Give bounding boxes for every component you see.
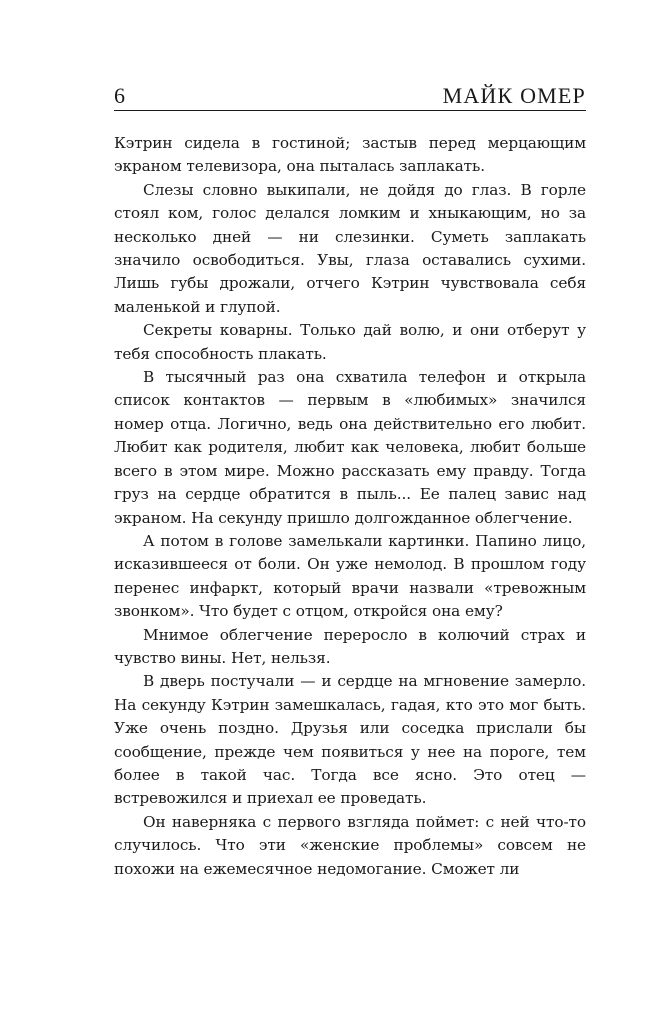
paragraph: В тысячный раз она схватила телефон и открыла список контактов — первым в «любимых» значился номер отца. Логично, ведь она действительно его любит. Любит как родителя, любит как человека, любит больше всего в этом мире. Можно рассказать ему правду. Тогда груз на сердце обратится в пыль... Ее палец завис над экраном. На секунду пришло долгожданное облегчение.	[114, 368, 586, 527]
paragraph: А потом в голове замелькали картинки. Папино лицо, исказившееся от боли. Он уже немолод. В прошлом году перенес инфаркт, который врачи назвали «тревожным звонком». Что будет с отцом, откройся она ему?	[114, 531, 586, 621]
paragraph: Мнимое облегчение переросло в колючий страх и чувство вины. Нет, нельзя.	[114, 625, 586, 667]
paragraph: В дверь постучали — и сердце на мгновение замерло. На секунду Кэтрин замешкалась, гадая, кто это мог быть. Уже очень поздно. Друзья или соседка прислали бы сообщение, прежде чем появиться у нее на пороге, тем более в такой час. Тогда все ясно. Это отец — встревожился и приехал ее проведать.	[114, 672, 586, 808]
author-name: МАЙК ОМЕР	[442, 83, 586, 108]
running-header	[114, 84, 586, 111]
book-page	[114, 84, 586, 881]
paragraph: Он наверняка с первого взгляда поймет: с ней что-то случилось. Что эти «женские проблемы» совсем не похожи на ежемесячное недомогание. Сможет ли	[114, 812, 586, 878]
page-number: 6	[114, 83, 125, 108]
paragraph: Кэтрин сидела в гостиной; застыв перед мерцающим экраном телевизора, она пыталась заплакать.	[114, 134, 586, 176]
body-text	[114, 132, 586, 881]
paragraph: Слезы словно выкипали, не дойдя до глаз. В горле стоял ком, голос делался ломким и хныкающим, но за несколько дней — ни слезинки. Суметь заплакать значило освободиться. Увы, глаза оставались сухими. Лишь губы дрожали, отчего Кэтрин чувствовала себя маленькой и глупой.	[114, 180, 586, 316]
paragraph: Секреты коварны. Только дай волю, и они отберут у тебя способность плакать.	[114, 321, 586, 363]
